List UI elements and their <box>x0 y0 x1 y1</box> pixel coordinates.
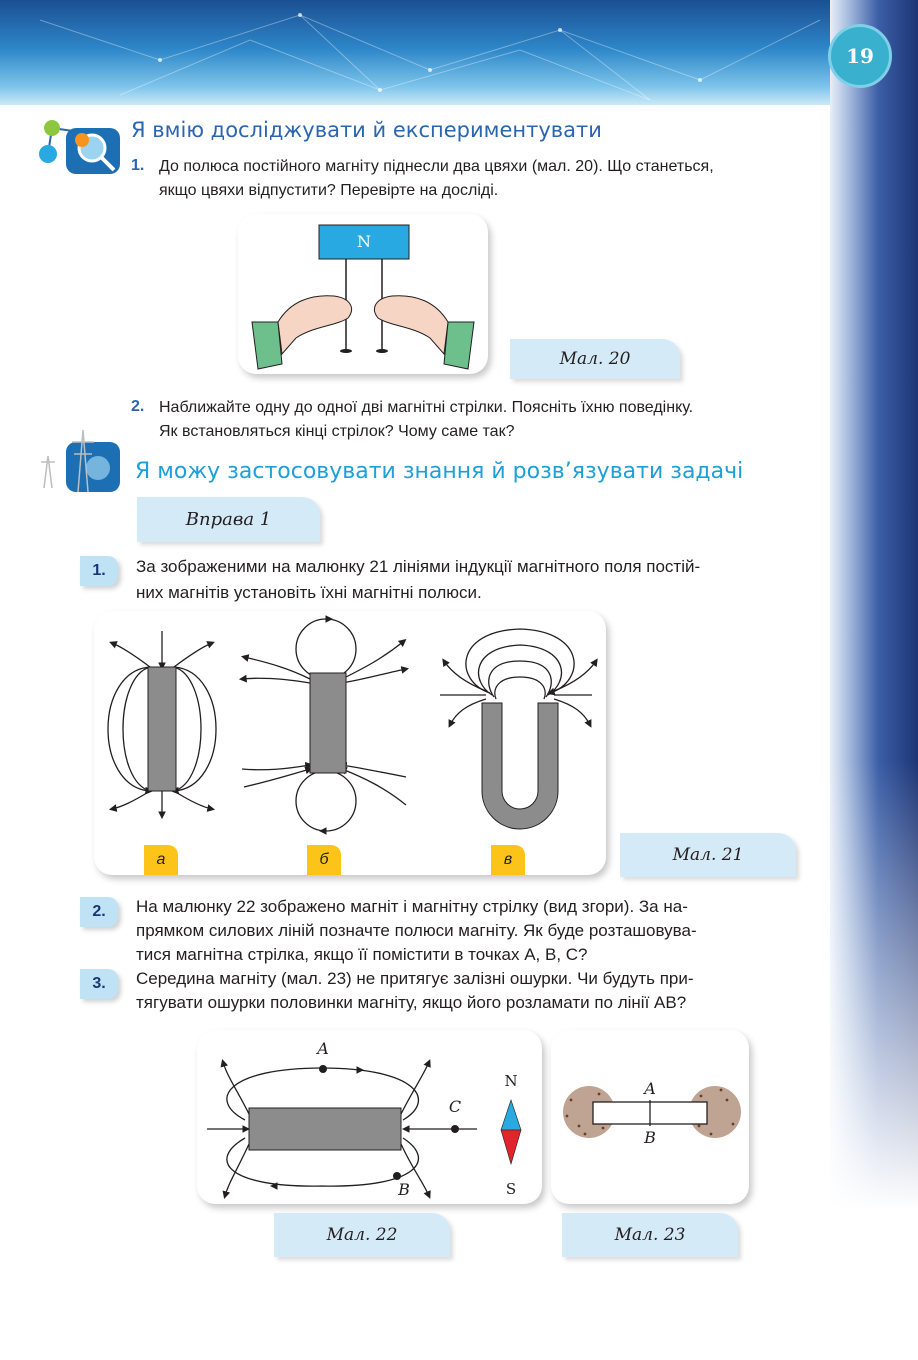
question-number: 2. <box>131 398 145 415</box>
line-a-label: A <box>644 1079 656 1098</box>
page-number: 19 <box>846 44 874 68</box>
question-number-badge: 1. <box>80 556 118 586</box>
figure-21-caption: Мал. 21 <box>620 833 796 877</box>
compass-north-half <box>501 1100 521 1130</box>
power-tower-icon <box>38 428 122 494</box>
question-text: За зображеними на малюнку 21 лініями індукції магнітного поля постій- них магнітів установіть їхні магнітні полюси. <box>136 557 701 602</box>
figure-22-card <box>197 1030 542 1204</box>
section-title-research: Я вмію досліджувати й експериментувати <box>131 118 602 142</box>
compass-south-half <box>501 1130 521 1164</box>
figure-23-card <box>551 1030 749 1204</box>
figure-23-iron-filings <box>551 1030 749 1204</box>
question-number-badge: 3. <box>80 969 118 999</box>
compass-n-label: N <box>504 1072 518 1090</box>
figure-20-caption: Мал. 20 <box>510 339 680 379</box>
point-a-label: A <box>317 1039 329 1058</box>
question-number: 1. <box>131 157 145 174</box>
question-text: Наближайте одну до одної дві магнітні стрілки. Поясніть їхню поведінку. Як встановляться кінці стрілок? Чому саме так? <box>159 399 694 440</box>
exercise-label: Вправа 1 <box>137 497 320 542</box>
figure-20-card <box>238 214 488 374</box>
figure-20-illustration <box>238 214 488 374</box>
magnet-n-label: N <box>357 232 371 251</box>
question-number-badge: 2. <box>80 897 118 927</box>
figure-22-magnet-field <box>197 1030 542 1204</box>
question-text: Середина магніту (мал. 23) не притягує залізні ошурки. Чи будуть при- тягувати ошурки половинки магніту, якщо його розламати по лінії АВ? <box>136 969 694 1012</box>
figure-23-caption: Мал. 23 <box>562 1213 738 1257</box>
figure-label-a: а <box>144 845 178 875</box>
constellation-decoration <box>0 0 918 108</box>
research-magnifier-icon <box>36 118 124 178</box>
side-band-fade <box>830 760 918 1360</box>
question-text: На малюнку 22 зображено магніт і магнітну стрілку (вид згори). За на- прямком силових ліній позначте полюси магніту. Як буде розташовува- тися магнітна стрілка, якщо її помістити в точках А, В, С? <box>136 897 697 964</box>
question-text: До полюса постійного магніту піднесли два цвяхи (мал. 20). Що станеться, якщо цвяхи відпустити? Перевірте на досліді. <box>159 158 714 199</box>
point-b-label: B <box>398 1180 410 1199</box>
line-b-label: B <box>644 1128 656 1147</box>
figure-21-field-lines <box>94 611 606 875</box>
figure-label-b: б <box>307 845 341 875</box>
figure-21-card <box>94 611 606 875</box>
figure-22-caption: Мал. 22 <box>274 1213 450 1257</box>
figure-label-c: в <box>491 845 525 875</box>
section-title-problems: Я можу застосовувати знання й розв’язувати задачі <box>135 459 744 484</box>
point-c-label: C <box>448 1097 462 1116</box>
page-number-badge <box>828 24 892 88</box>
compass-s-label: S <box>505 1180 517 1198</box>
